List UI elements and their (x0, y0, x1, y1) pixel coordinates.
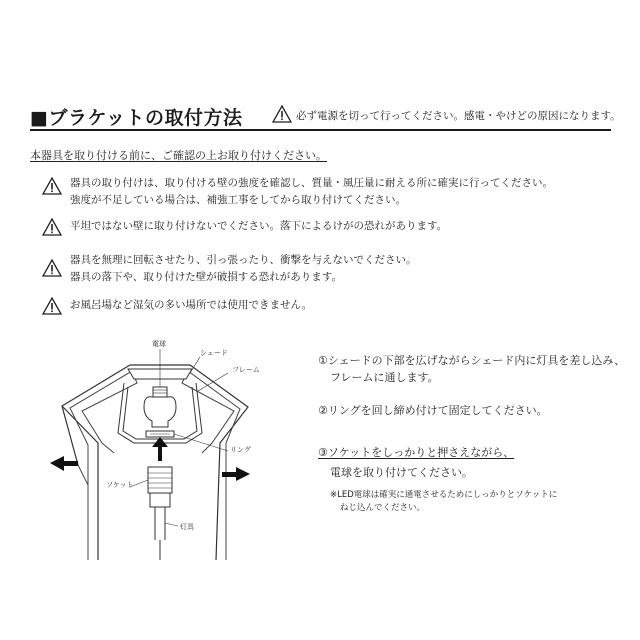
warning-triangle-icon (42, 177, 62, 195)
spread-arrow-left (50, 456, 78, 471)
warning-triangle-icon (42, 218, 62, 236)
step-line: ②リングを回し締め付けて固定してください。 (318, 404, 548, 417)
label-socket: ソケット (106, 481, 134, 489)
step-line: 電球を取り付けてください。 (330, 466, 473, 479)
warning-item (70, 297, 312, 314)
led-note (330, 489, 557, 515)
warning-item (70, 218, 447, 235)
subheading: 本器具を取り付ける前に、ご確認の上お取り付けください。 (30, 149, 327, 162)
power-off-warning: 必ず電源を切って行ってください。感電・やけどの原因になります。 (296, 110, 621, 122)
step-2 (318, 402, 548, 419)
title-divider (30, 129, 611, 131)
label-bulb: 電球 (152, 340, 166, 348)
note-line: ねじ込んでください。 (340, 503, 426, 513)
fixture-stem (150, 493, 170, 560)
warning-line: お風呂場など湿気の多い場所では使用できません。 (70, 299, 313, 311)
warning-triangle-icon (272, 105, 292, 123)
warning-line: 器具の取り付けは、取り付ける壁の強度を確認し、質量・風圧量に耐える所に確実に行ってください。 (70, 177, 553, 189)
label-frame: フレーム (232, 366, 260, 374)
step-line: フレームに通します。 (330, 371, 439, 384)
step-1 (318, 352, 625, 386)
page-title: ■ブラケットの取付方法 (30, 107, 243, 129)
ring-shape (146, 431, 174, 437)
step-line-underlined: ③ソケットをしっかりと押さえながら、 (318, 446, 515, 459)
warning-line: 平坦ではない壁に取り付けないでください。落下によるけがの恐れがあります。 (70, 220, 448, 232)
label-fixture: 灯具 (180, 523, 194, 531)
note-line: ※LED電球は確実に通電させるためにしっかりとソケットに (330, 490, 558, 500)
bulb-shape (144, 387, 176, 427)
warning-item (70, 175, 553, 209)
bulb-insert-arrow (152, 437, 168, 461)
step-3 (318, 444, 514, 481)
warning-line: 強度が不足している場合は、補強工事をしてから取り付けてください。 (70, 194, 406, 206)
warning-triangle-icon (42, 297, 62, 315)
label-ring: リング (230, 446, 251, 454)
installation-diagram (40, 335, 280, 560)
warning-item (70, 252, 417, 286)
warning-line: 器具の落下や、取り付けた壁が破損する恐れがあります。 (70, 271, 342, 283)
warning-line: 器具を無理に回転させたり、引っ張ったり、衝撃を与えないでください。 (70, 254, 417, 266)
socket-shape (148, 467, 172, 493)
label-shade: シェード (200, 349, 228, 357)
warning-triangle-icon (42, 259, 62, 277)
step-line: ①シェードの下部を広げながらシェード内に灯具を差し込み、 (318, 354, 626, 367)
